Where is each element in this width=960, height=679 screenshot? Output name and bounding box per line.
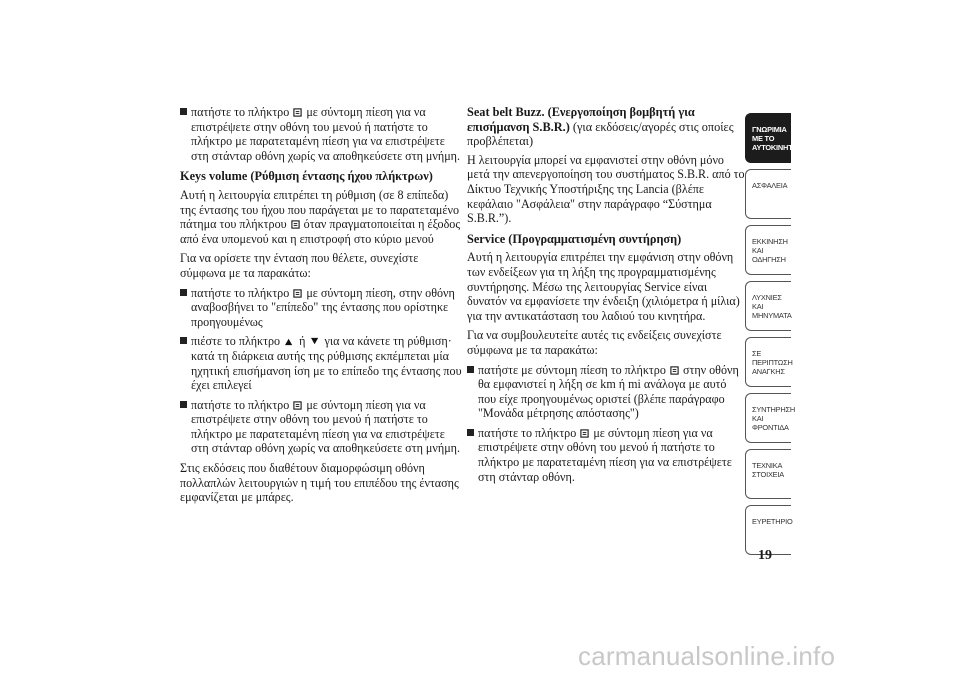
bullet-item: πιέστε το πλήκτρο ή για να κάνετε τη ρύθμιση· κατά τη διάρκεια αυτής της ρύθμισης εκπέμπεται μία ηχητική επισήμανση ίση με το επίπεδο της έντασης που έχει επιλεγεί (180, 334, 462, 392)
heading-note: (για εκδόσεις/αγορές στις οποίες προβλέπεται) (467, 119, 734, 149)
tab-emergency[interactable]: ΣΕ ΠΕΡΙΠΤΩΣΗ ΑΝΑΓΚΗΣ (745, 337, 791, 387)
mode-key-icon (293, 401, 302, 410)
watermark: carmanualsonline.info (578, 641, 836, 671)
down-key-icon (310, 337, 321, 346)
right-column (467, 105, 747, 489)
bullet-item: πατήστε το πλήκτρο με σύντομη πίεση για να επιστρέψετε στην οθόνη του μενού ή πατήστε το πλήκτρο με παρατεταμένη πίεση για να επιστρέψετε στη στάνταρ οθόνη. (467, 426, 747, 484)
paragraph: Στις εκδόσεις που διαθέτουν διαμορφώσιμη οθόνη πολλαπλών λειτουργιών η τιμή του επιπέδου της έντασης εμφανίζεται με μπάρες. (180, 461, 459, 505)
bullet-box-icon (180, 401, 187, 408)
mode-key-icon (293, 108, 302, 117)
mode-key-icon (293, 289, 302, 298)
tab-index[interactable]: ΕΥΡΕΤΗΡΙΟ (745, 505, 791, 555)
section-heading: Service (Προγραμματισμένη συντήρηση) (467, 231, 682, 246)
section-heading: Seat belt Buzz. (Ενεργοποίηση βομβητή για επισήμανση S.B.R.) (για εκδόσεις/αγορές στις οποίες προβλέπεται) (467, 105, 734, 149)
bullet-box-icon (180, 289, 187, 296)
paragraph: Η λειτουργία μπορεί να εμφανιστεί στην οθόνη μόνο μετά την απενεργοποίηση του συστήματος S.B.R. από το Δίκτυο Τεχνικής Υποστήριξης της Lancia (βλέπε κεφάλαιο "Ασφάλεια" στην παράγραφο “Σύστημα S.B.R.”). (467, 152, 745, 226)
tab-starting-driving[interactable]: ΕΚΚΙΝΗΣΗ ΚΑΙ ΟΔΗΓΗΣΗ (745, 225, 791, 275)
page-number: 19 (758, 548, 772, 563)
tab-getting-to-know[interactable]: ΓΝΩΡΙΜΙΑ ΜΕ ΤΟ ΑΥΤΟΚΙΝΗΤΟ (745, 113, 791, 163)
bullet-box-icon (180, 108, 187, 115)
bullet-item: πατήστε με σύντομη πίεση το πλήκτρο στην οθόνη θα εμφανιστεί η λήξη σε km ή mi ανάλογα με αυτό που είχε προηγουμένως οριστεί (βλέπε παράγραφο "Μονάδα μέτρησης απόστασης") (467, 363, 747, 421)
bullet-item: πατήστε το πλήκτρο με σύντομη πίεση, στην οθόνη αναβοσβήνει το "επίπεδο" της έντασης που ορίστηκε προηγουμένως (180, 286, 462, 330)
paragraph: Αυτή η λειτουργία επιτρέπει τη ρύθμιση (σε 8 επίπεδα) της έντασης του ήχου που παράγεται με το παρατεταμένο πάτημα του πλήκτρου όταν πραγματοποιείται η έξοδος από ένα υπομενού και η επιστροφή στο κύριο μενού (180, 187, 461, 246)
paragraph: Αυτή η λειτουργία επιτρέπει την εμφάνιση στην οθόνη των ενδείξεων για τη λήξη της προγραμματισμένης συντήρησης. Μέσω της λειτουργίας Service είναι δυνατόν να εμφανίσετε την ένδειξη (χιλιόμετρα ή μίλια) για την αντικατάσταση του λαδιού του κινητήρα. (467, 250, 740, 323)
tab-maintenance[interactable]: ΣΥΝΤΗΡΗΣΗ ΚΑΙ ΦΡΟΝΤΙΔΑ (745, 393, 791, 443)
bullet-box-icon (467, 429, 474, 436)
mode-key-icon (291, 220, 300, 229)
tab-warning-lights[interactable]: ΛΥΧΝΙΕΣ ΚΑΙ ΜΗΝΥΜΑΤΑ (745, 281, 791, 331)
mode-key-icon (670, 366, 679, 375)
left-column (180, 105, 462, 510)
bullet-item: πατήστε το πλήκτρο με σύντομη πίεση για να επιστρέψετε στην οθόνη του μενού ή πατήστε το πλήκτρο με παρατεταμένη πίεση για να επιστρέψετε στη στάνταρ οθόνη χωρίς να αποθηκεύσετε στη μνήμη. (180, 398, 462, 456)
bullet-box-icon (180, 337, 187, 344)
paragraph: Για να ορίσετε την ένταση που θέλετε, συνεχίστε σύμφωνα με τα παρακάτω: (180, 251, 419, 280)
tab-technical-data[interactable]: ΤΕΧΝΙΚΑ ΣΤΟΙΧΕΙΑ (745, 449, 791, 499)
section-heading: Keys volume (Ρύθμιση έντασης ήχου πλήκτρων) (180, 169, 433, 184)
up-key-icon (284, 337, 295, 346)
bullet-box-icon (467, 366, 474, 373)
mode-key-icon (580, 429, 589, 438)
bullet-item: πατήστε το πλήκτρο με σύντομη πίεση για να επιστρέψετε στην οθόνη του μενού ή πατήστε το πλήκτρο με παρατεταμένη πίεση για να επιστρέψετε στη στάνταρ οθόνη χωρίς να αποθηκεύσετε στη μνήμη. (180, 105, 462, 163)
paragraph: Για να συμβουλευτείτε αυτές τις ενδείξεις συνεχίστε σύμφωνα με τα παρακάτω: (467, 328, 722, 357)
tab-safety[interactable]: ΑΣΦΑΛΕΙΑ (745, 169, 791, 219)
chapter-tabs (745, 113, 798, 561)
